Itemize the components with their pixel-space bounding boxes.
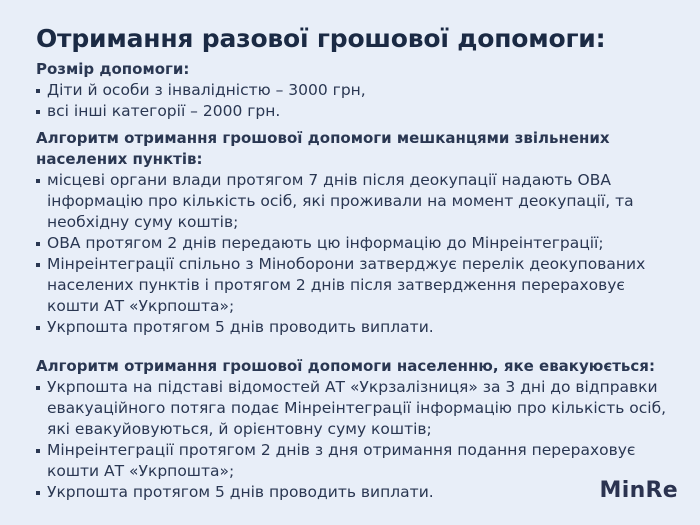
list-item: Мінреінтеграції протягом 2 днів з дня отримання подання перераховує кошти АТ «Укрпошта»; xyxy=(36,440,676,482)
list-item: Укрпошта на підставі відомостей АТ «Укрзалізниця» за 3 дні до відправки евакуаційного потяга подає Мінреінтеграції інформацію про кількість осіб, які евакуйовуються, й орієнтовну суму коштів; xyxy=(36,377,676,440)
amount-list xyxy=(36,80,676,122)
amount-heading: Розмір допомоги: xyxy=(36,60,190,78)
document-body xyxy=(36,24,676,509)
list-item: Мінреінтеграції спільно з Міноборони затверджує перелік деокупованих населених пунктів і протягом 2 днів після затвердження перераховує кошти АТ «Укрпошта»; xyxy=(36,254,676,317)
list-item: всі інші категорії – 2000 грн. xyxy=(36,101,676,122)
minre-logo: MinRe xyxy=(599,478,678,503)
evacuated-list xyxy=(36,377,676,503)
list-item: ОВА протягом 2 днів передають цю інформацію до Мінреінтеграції; xyxy=(36,233,676,254)
liberated-heading: Алгоритм отримання грошової допомоги мешканцями звільнених населених пунктів: xyxy=(36,129,610,168)
page-title: Отримання разової грошової допомоги: xyxy=(36,24,606,53)
list-item: Укрпошта протягом 5 днів проводить виплати. xyxy=(36,482,676,503)
list-item: Діти й особи з інвалідністю – 3000 грн, xyxy=(36,80,676,101)
evacuated-heading: Алгоритм отримання грошової допомоги населенню, яке евакуюється: xyxy=(36,357,655,375)
list-item: Укрпошта протягом 5 днів проводить виплати. xyxy=(36,317,676,338)
list-item: місцеві органи влади протягом 7 днів після деокупації надають ОВА інформацію про кількість осіб, які проживали на момент деокупації, та необхідну суму коштів; xyxy=(36,170,676,233)
liberated-list xyxy=(36,170,676,338)
